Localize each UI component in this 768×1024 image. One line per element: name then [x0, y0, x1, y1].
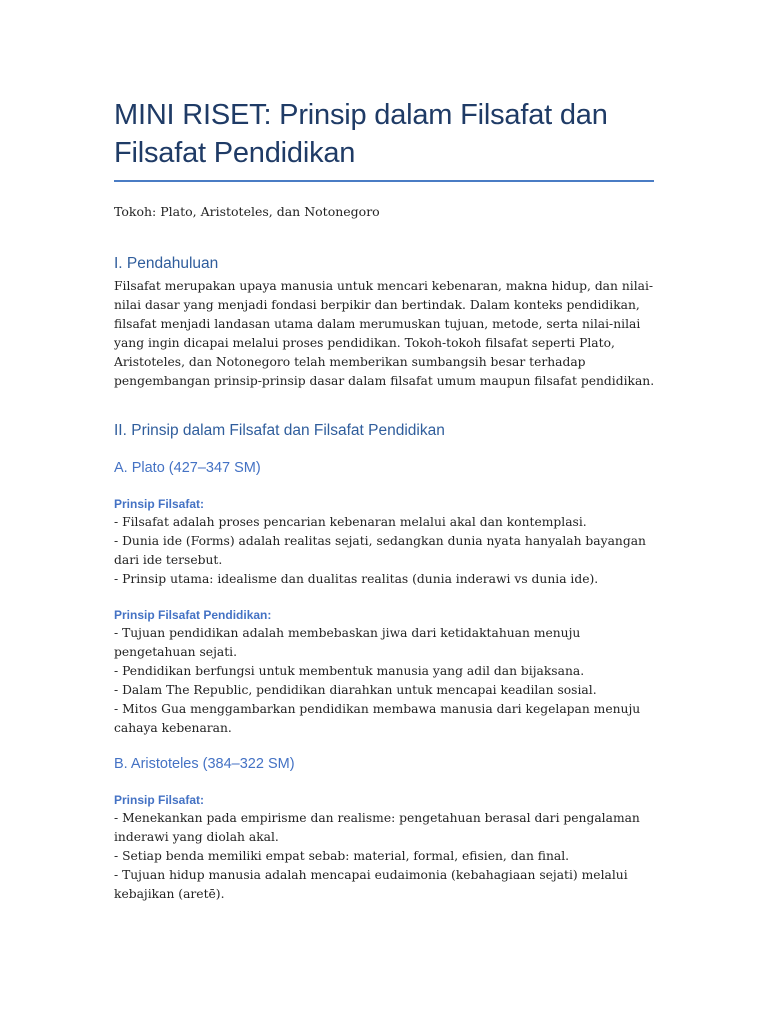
section-heading-pendahuluan: I. Pendahuluan: [114, 255, 219, 272]
subsection-heading-aristoteles: B. Aristoteles (384–322 SM): [114, 756, 295, 772]
title-underline: [114, 180, 654, 182]
aristoteles-filsafat-list: [114, 809, 659, 904]
list-item: - Setiap benda memiliki empat sebab: material, formal, efisien, dan final.: [114, 849, 570, 863]
subsection-heading-plato: A. Plato (427–347 SM): [114, 460, 261, 476]
list-item: - Pendidikan berfungsi untuk membentuk manusia yang adil dan bijaksana.: [114, 664, 585, 678]
document-subtitle: Tokoh: Plato, Aristoteles, dan Notonegoro: [114, 204, 380, 219]
list-item: - Mitos Gua menggambarkan pendidikan membawa manusia dari kegelapan menuju cahaya kebenaran.: [114, 702, 641, 735]
list-item: - Dunia ide (Forms) adalah realitas sejati, sedangkan dunia nyata hanyalah bayangan dari ide tersebut.: [114, 534, 646, 567]
list-item: - Dalam The Republic, pendidikan diarahkan untuk mencapai keadilan sosial.: [114, 683, 597, 697]
plato-pendidikan-heading: Prinsip Filsafat Pendidikan:: [114, 608, 272, 622]
list-item: - Filsafat adalah proses pencarian kebenaran melalui akal dan kontemplasi.: [114, 515, 587, 529]
list-item: - Tujuan hidup manusia adalah mencapai eudaimonia (kebahagiaan sejati) melalui kebajikan (aretē).: [114, 868, 628, 901]
list-item: - Tujuan pendidikan adalah membebaskan jiwa dari ketidaktahuan menuju pengetahuan sejati.: [114, 626, 581, 659]
list-item: - Menekankan pada empirisme dan realisme: pengetahuan berasal dari pengalaman inderawi yang diolah akal.: [114, 811, 640, 844]
plato-filsafat-heading: Prinsip Filsafat:: [114, 497, 205, 511]
document-page: [114, 96, 659, 904]
section-heading-prinsip: II. Prinsip dalam Filsafat dan Filsafat Pendidikan: [114, 422, 445, 439]
document-title: MINI RISET: Prinsip dalam Filsafat dan Filsafat Pendidikan: [114, 99, 608, 169]
plato-filsafat-list: [114, 513, 659, 589]
aristoteles-filsafat-heading: Prinsip Filsafat:: [114, 793, 205, 807]
plato-pendidikan-list: [114, 624, 659, 738]
list-item: - Prinsip utama: idealisme dan dualitas realitas (dunia inderawi vs dunia ide).: [114, 572, 599, 586]
intro-paragraph: Filsafat merupakan upaya manusia untuk mencari kebenaran, makna hidup, dan nilai-nilai dasar yang menjadi fondasi berpikir dan bertindak. Dalam konteks pendidikan, filsafat menjadi landasan utama dalam merumuskan tujuan, metode, serta nilai-nilai yang ingin dicapai melalui proses pendidikan. Tokoh-tokoh filsafat seperti Plato, Aristoteles, dan Notonegoro telah memberikan sumbangsih besar terhadap pengembangan prinsip-prinsip dasar dalam filsafat umum maupun filsafat pendidikan.: [114, 279, 655, 388]
